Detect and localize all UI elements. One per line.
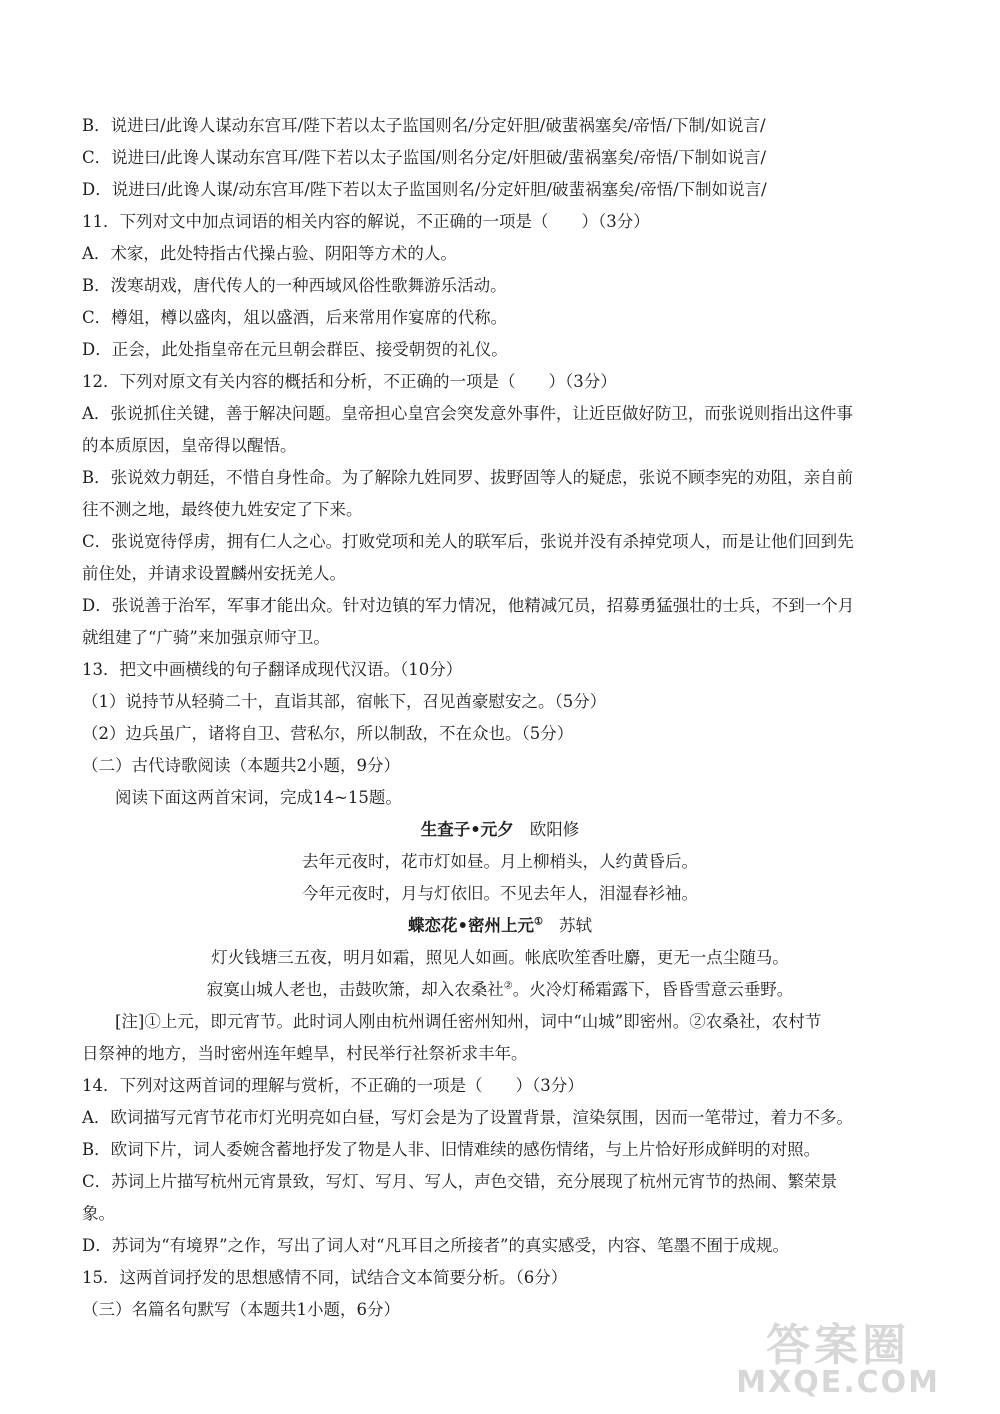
poem2-author: 苏轼 bbox=[559, 916, 592, 935]
poem2-line2-part-a: 寂寞山城人老也，击鼓吹箫，却入农桑社 bbox=[206, 980, 504, 999]
q14-option-c-line2: 象。 bbox=[82, 1204, 115, 1223]
poem2-line2-part-b: 。火冷灯稀霜露下，昏昏雪意云垂野。 bbox=[512, 980, 794, 999]
poem2-title-note: ① bbox=[534, 916, 543, 928]
notes-line-1: [注]①上元，即元宵节。此时词人刚由杭州调任密州知州，词中“山城”即密州。②农桑社，农村节 bbox=[82, 1012, 822, 1031]
q12-option-d-line1: D．张说善于治军，军事才能出众。针对边镇的军力情况，他精减冗员，招募勇猛强壮的士兵，不到一个月 bbox=[82, 596, 855, 615]
q12-option-b-line2: 往不测之地，最终使九姓安定了下来。 bbox=[82, 500, 363, 519]
q12-option-c-line2: 前住处，并请求设置麟州安抚羌人。 bbox=[82, 564, 346, 583]
q13-part-2: （2）边兵虽广，诸将自卫、营私尔，所以制敌，不在众也。（5分） bbox=[82, 724, 574, 743]
option-c-segmentation: C．说进曰/此谗人谋动东宫耳/陛下若以太子监国/则名分定/奸胆破/蜚祸塞矣/帝悟/下制如说言/ bbox=[82, 148, 767, 167]
q14-option-d: D．苏词为“有境界”之作，写出了词人对“凡耳目之所接者”的真实感受，内容、笔墨不囿于成规。 bbox=[82, 1236, 789, 1255]
question-13: 13．把文中画横线的句子翻译成现代汉语。（10分） bbox=[82, 660, 463, 679]
poem1-line-2: 今年元夜时，月与灯依旧。不见去年人，泪湿春衫袖。 bbox=[302, 884, 698, 903]
poem2-title-line bbox=[0, 916, 1000, 936]
q11-option-d: D．正会，此处指皇帝在元旦朝会群臣、接受朝贺的礼仪。 bbox=[82, 340, 508, 359]
poem1-line-1: 去年元夜时，花市灯如昼。月上柳梢头，人约黄昏后。 bbox=[302, 852, 698, 871]
site-watermark bbox=[736, 1320, 940, 1400]
question-15: 15．这两首词抒发的思想感情不同，试结合文本简要分析。（6分） bbox=[82, 1268, 568, 1287]
notes-line-2: 日祭神的地方，当时密州连年蝗旱，村民举行社祭祈求丰年。 bbox=[82, 1044, 528, 1063]
poem1-title-line bbox=[0, 820, 1000, 840]
poem1-author: 欧阳修 bbox=[529, 820, 580, 839]
watermark-logo-text: 答案圈 bbox=[766, 1320, 911, 1371]
q12-option-b-line1: B．张说效力朝廷，不惜自身性命。为了解除九姓同罗、拔野固等人的疑虑，张说不顾李宪的劝阻，亲自前 bbox=[82, 468, 854, 487]
poem2-line2-note: ② bbox=[503, 980, 513, 992]
poem1-title: 生查子•元夕 bbox=[420, 820, 514, 839]
question-11: 11．下列对文中加点词语的相关内容的解说，不正确的一项是（ ）（3分） bbox=[82, 212, 650, 231]
q12-option-a-line2: 的本质原因，皇帝得以醒悟。 bbox=[82, 436, 297, 455]
poem2-line-1: 灯火钱塘三五夜，明月如霜，照见人如画。帐底吹笙香吐麝，更无一点尘随马。 bbox=[211, 948, 789, 967]
q11-option-c: C．樽俎，樽以盛肉，俎以盛酒，后来常用作宴席的代称。 bbox=[82, 308, 508, 327]
q13-part-1: （1）说持节从轻骑二十，直诣其部，宿帐下，召见酋豪慰安之。（5分） bbox=[82, 692, 607, 711]
reading-instruction: 阅读下面这两首宋词，完成14~15题。 bbox=[82, 788, 402, 807]
option-d-segmentation: D．说进曰/此谗人谋/动东宫耳/陛下若以太子监国则名/分定奸胆/破蜚祸塞矣/帝悟/下制如说言/ bbox=[82, 180, 767, 199]
q11-option-a: A．术家，此处特指古代操占验、阴阳等方术的人。 bbox=[82, 244, 457, 263]
question-14: 14．下列对这两首词的理解与赏析，不正确的一项是（ ）（3分） bbox=[82, 1076, 584, 1095]
watermark-url: MXQE.COM bbox=[736, 1365, 940, 1400]
q14-option-c-line1: C．苏词上片描写杭州元宵景致，写灯、写月、写人，声色交错，充分展现了杭州元宵节的热闹、繁荣景 bbox=[82, 1172, 838, 1191]
poem2-title: 蝶恋花•密州上元 bbox=[407, 916, 535, 935]
section-2-heading: （二）古代诗歌阅读（本题共2小题，9分） bbox=[82, 756, 400, 775]
q12-option-c-line1: C．张说宽待俘虏，拥有仁人之心。打败党项和羌人的联军后，张说并没有杀掉党项人，而是让他们回到先 bbox=[82, 532, 854, 551]
q14-option-b: B．欧词下片，词人委婉含蓄地抒发了物是人非、旧情难续的感伤情绪，与上片恰好形成鲜明的对照。 bbox=[82, 1140, 821, 1159]
question-12: 12．下列对原文有关内容的概括和分析，不正确的一项是（ ）（3分） bbox=[82, 372, 617, 391]
q12-option-d-line2: 就组建了“广骑”来加强京师守卫。 bbox=[82, 628, 330, 647]
q11-option-b: B．泼寒胡戏，唐代传人的一种西域风俗性歌舞游乐活动。 bbox=[82, 276, 507, 295]
option-b-segmentation: B．说进曰/此谗人谋动东宫耳/陛下若以太子监国则名/分定奸胆/破蜚祸塞矣/帝悟/下制/如说言/ bbox=[82, 116, 766, 135]
section-3-heading: （三）名篇名句默写（本题共1小题，6分） bbox=[82, 1300, 400, 1319]
q14-option-a: A．欧词描写元宵节花市灯光明亮如白昼，写灯会是为了设置背景，渲染氛围，因而一笔带过，着力不多。 bbox=[82, 1108, 853, 1127]
poem2-line-2 bbox=[0, 980, 1000, 1000]
q12-option-a-line1: A．张说抓住关键，善于解决问题。皇帝担心皇宫会突发意外事件，让近臣做好防卫，而张说则指出这件事 bbox=[82, 404, 853, 423]
